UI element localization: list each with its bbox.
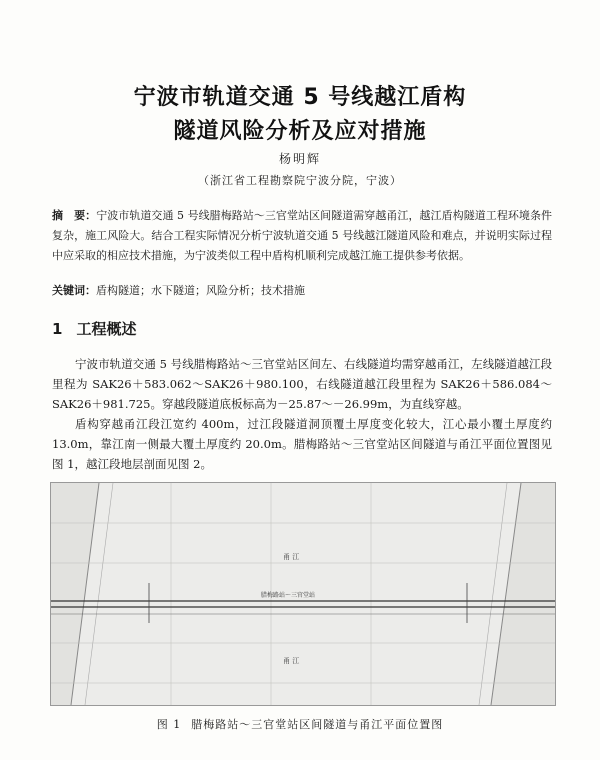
plan-map-drawing [51, 483, 555, 705]
figure-1-caption [0, 716, 600, 732]
map-label-south: 甬 江 [283, 657, 300, 665]
figure-caption-number: 图 1 [156, 718, 182, 731]
river-bank-right [491, 483, 555, 705]
keywords-text: 盾构隧道；水下隧道；风险分析；技术措施 [96, 284, 305, 297]
section-title: 工程概述 [76, 320, 137, 338]
keywords-label: 关键词： [52, 284, 96, 297]
section-heading [52, 318, 136, 339]
keywords [52, 282, 552, 300]
paragraph-2: 盾构穿越甬江段江宽约 400m，过江段隧道洞顶覆土厚度变化较大，江心最小覆土厚度约 13.0m，靠江南一侧最大覆土厚度约 20.0m。腊梅路站～三官堂站区间隧道与甬江平面位置图见图 1，越江段地层剖面见图 2。 [52, 417, 552, 471]
map-label-tunnel: 腊梅路站～三官堂站 [261, 592, 316, 599]
figure-caption-text: 腊梅路站～三官堂站区间隧道与甬江平面位置图 [191, 718, 444, 731]
paper-title-line-2: 隧道风险分析及应对措施 [173, 119, 427, 144]
paper-title-line-1: 宁波市轨道交通 5 号线越江盾构 [133, 85, 467, 110]
figure-1-plan-map [50, 482, 556, 706]
abstract-text: 宁波市轨道交通 5 号线腊梅路站～三官堂站区间隧道需穿越甬江，越江盾构隧道工程环境条件复杂，施工风险大。结合工程实际情况分析宁波轨道交通 5 号线越江隧道风险和难点，并说明实际过程中应采取的相应技术措施，为宁波类似工程中盾构机顺利完成越江施工提供参考依据。 [52, 209, 552, 262]
author-affiliation: （浙江省工程勘察院宁波分院，宁波） [198, 174, 402, 187]
map-label-north: 甬 江 [283, 553, 300, 561]
abstract-label: 摘 要： [52, 209, 97, 222]
section-number: 1 [52, 320, 63, 338]
paragraph-1: 宁波市轨道交通 5 号线腊梅路站～三官堂站区间左、右线隧道均需穿越甬江，左线隧道越江段里程为 SAK26＋583.062～SAK26＋980.100，右线隧道越江段里程为 SAK26＋586.084～SAK26＋981.725。穿越段隧道底板标高为－25.87～－26.99m，为直线穿越。 [52, 357, 552, 411]
author-name: 杨明辉 [278, 152, 321, 166]
abstract [52, 206, 552, 266]
